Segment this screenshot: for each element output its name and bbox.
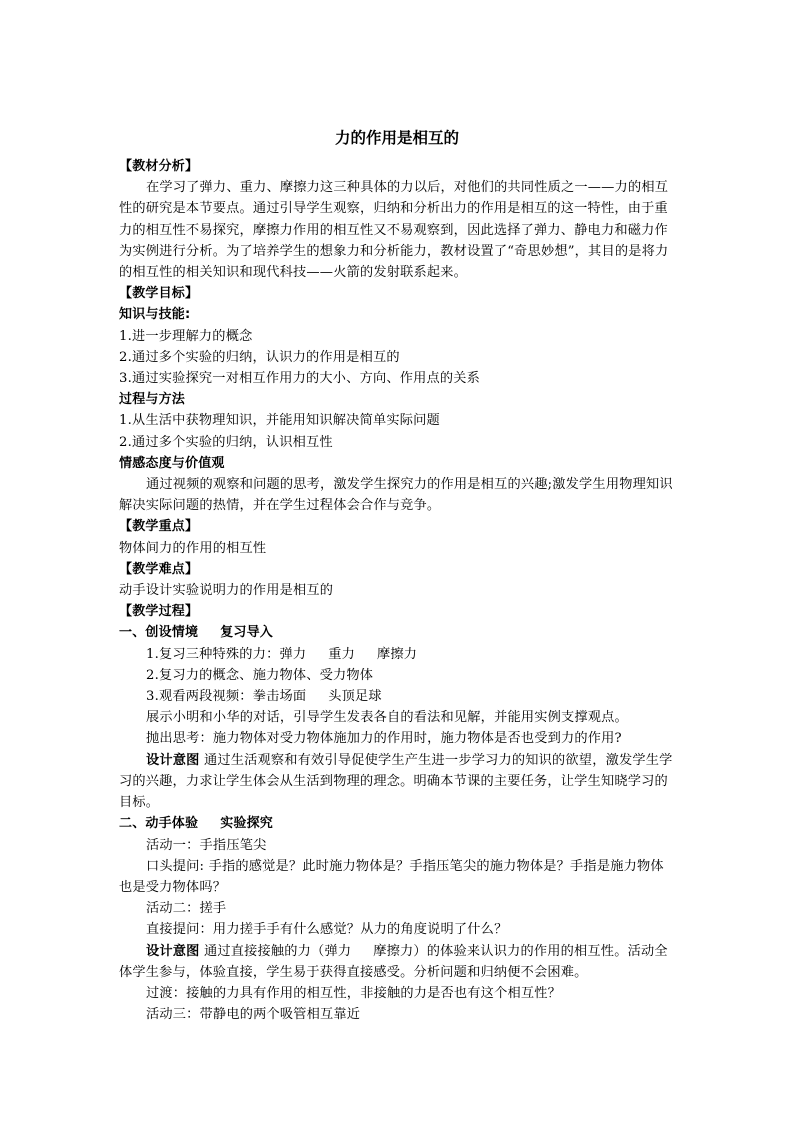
process-item-2: 2.通过多个实验的归纳，认识相互性 xyxy=(119,434,333,450)
activity-3: 活动三：带静电的两个吸管相互靠近 xyxy=(146,1007,361,1023)
activity-1-question: 口头提问: 手指的感觉是？此时施力物体是？手指压笔尖的施力物体是？手指是施力物体也是受力物体吗？ xyxy=(119,858,664,895)
design-label-2: 设计意图 xyxy=(146,943,200,959)
activity-1: 活动一：手指压笔尖 xyxy=(146,837,267,853)
key-heading: 【教学重点】 xyxy=(119,519,199,535)
part1-heading-a: 一、创设情境 xyxy=(119,625,199,641)
analysis-heading: 【教材分析】 xyxy=(119,159,199,174)
emotion-paragraph: 通过视频的观察和问题的思考，激发学生探究力的作用是相互的兴趣;激发学生用物理知识解决实际问题的热情，并在学生过程体会合作与竞争。 xyxy=(119,477,673,514)
part2-design-b: 摩擦力）的体验来认识力的作用的相互性。活动全体学生参与，体验直接，学生易于获得直接感受。分析问题和归纳便不会困难。 xyxy=(119,943,668,980)
transition-text: 过渡：接触的力具有作用的相互性，非接触的力是否也有这个相互性？ xyxy=(146,985,562,1001)
process-item-1: 1.从生活中获物理知识，并能用知识解决简单实际问题 xyxy=(119,413,440,429)
part1-item-1a: 1.复习三种特殊的力：弹力 xyxy=(146,646,307,662)
part1-item-1c: 摩擦力 xyxy=(377,646,418,662)
part1-item-1 xyxy=(119,644,677,665)
part2-design xyxy=(119,941,677,983)
part1-heading xyxy=(119,622,677,643)
document-body xyxy=(119,156,677,1025)
part2-heading-b: 实验探究 xyxy=(220,816,274,832)
teaching-process-heading: 【教学过程】 xyxy=(119,604,199,620)
part2-design-a: 通过直接接触的力（弹力 xyxy=(199,943,352,959)
knowledge-item-2: 2.通过多个实验的归纳，认识力的作用是相互的 xyxy=(119,349,400,365)
emotion-heading: 情感态度与价值观 xyxy=(119,455,225,471)
part2-heading-a: 二、动手体验 xyxy=(119,816,199,832)
part1-show: 展示小明和小华的对话，引导学生发表各自的看法和见解，并能用实例支撑观点。 xyxy=(146,710,628,726)
part1-item-2: 2.复习力的概念、施力物体、受力物体 xyxy=(146,667,374,683)
process-heading: 过程与方法 xyxy=(119,392,186,408)
design-label: 设计意图 xyxy=(146,752,200,768)
difficulty-heading: 【教学难点】 xyxy=(119,561,199,577)
knowledge-item-3: 3.通过实验探究一对相互作用力的大小、方向、作用点的关系 xyxy=(119,371,481,387)
key-text: 物体间力的作用的相互性 xyxy=(119,540,267,556)
knowledge-item-1: 1.进一步理解力的概念 xyxy=(119,328,253,344)
part1-design-text: 通过生活观察和有效引导促使学生产生进一步学习力的知识的欲望，激发学生学习的兴趣，力求让学生体会从生活到物理的理念。明确本节课的主要任务，让学生知晓学习的目标。 xyxy=(119,752,673,811)
part1-item-3b: 头顶足球 xyxy=(328,689,382,705)
knowledge-heading: 知识与技能: xyxy=(119,307,191,323)
document-title: 力的作用是相互的 xyxy=(334,129,459,147)
part1-item-3 xyxy=(119,686,677,707)
goals-heading: 【教学目标】 xyxy=(119,286,199,302)
part1-design xyxy=(119,750,677,814)
activity-2: 活动二：搓手 xyxy=(146,901,227,917)
difficulty-text: 动手设计实验说明力的作用是相互的 xyxy=(119,583,334,599)
part1-item-1b: 重力 xyxy=(328,646,356,662)
activity-2-question: 直接提问：用力搓手手有什么感觉？从力的角度说明了什么？ xyxy=(146,922,508,938)
analysis-paragraph: 在学习了弹力、重力、摩擦力这三种具体的力以后，对他们的共同性质之一——力的相互性的研究是本节要点。通过引导学生观察，归纳和分析出力的作用是相互的这一特性，由于重力的相互性不易探究，摩擦力作用的相互性又不易观察到，因此选择了弹力、静电力和磁力作为实例进行分析。为了培养学生的想象力和分析能力，教材设置了“奇思妙想”，其目的是将力的相互性的相关知识和现代科技——火箭的发射联系起来。 xyxy=(119,180,669,281)
part1-question: 抛出思考：施力物体对受力物体施加力的作用时，施力物体是否也受到力的作用? xyxy=(146,731,622,747)
part1-heading-b: 复习导入 xyxy=(220,625,274,641)
part1-item-3a: 3.观看两段视频：拳击场面 xyxy=(146,689,307,705)
part2-heading xyxy=(119,813,677,834)
